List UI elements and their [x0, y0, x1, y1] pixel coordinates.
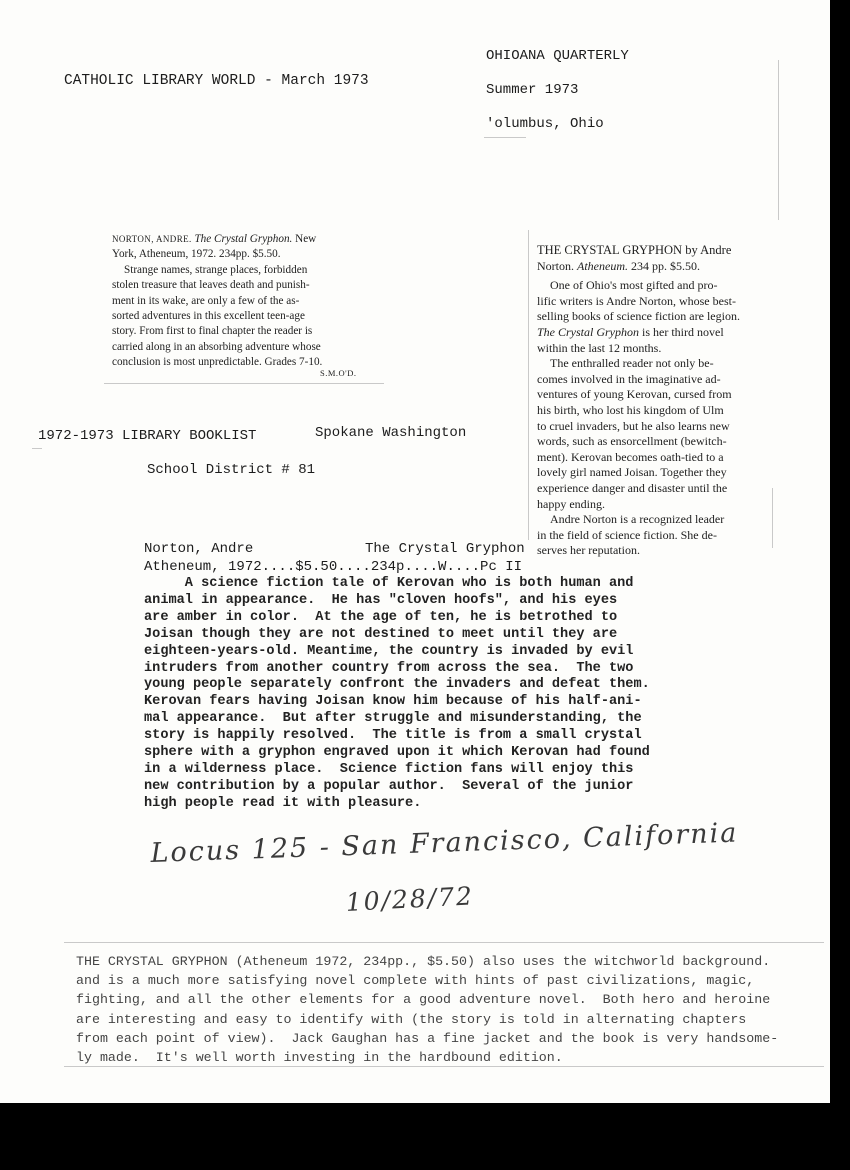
ohioana-line: within the last 12 months.	[537, 340, 662, 355]
ohioana-place: 'olumbus, Ohio	[486, 116, 604, 132]
ohioana-line: Norton. Atheneum. 234 pp. $5.50.	[537, 258, 700, 273]
catholic-line: ment in its wake, are only a few of the as-	[112, 294, 300, 307]
locus-review	[76, 952, 778, 1067]
clipping-edge	[104, 383, 384, 384]
ohioana-line: ment). Kerovan becomes oath-tied to a	[537, 449, 724, 464]
catholic-line: York, Atheneum, 1972. 234pp. $5.50.	[112, 248, 281, 261]
locus-line: and is a much more satisfying novel complete with hints of past civilizations, magic,	[76, 973, 755, 989]
ohioana-issue: Summer 1973	[486, 82, 579, 98]
ohioana-line: The Crystal Gryphon is her third novel	[537, 324, 724, 339]
booklist-details: Atheneum, 1972....$5.50....234p....W....Pc II	[144, 559, 523, 575]
ohioana-title: OHIOANA QUARTERLY	[486, 48, 629, 64]
booklist-review	[144, 576, 650, 813]
catholic-line: story. From first to final chapter the reader is	[112, 325, 313, 338]
clipping-edge	[32, 448, 42, 449]
ohioana-line: happy ending.	[537, 496, 605, 511]
ohioana-line: selling books of science fiction are legion.	[537, 309, 740, 324]
booklist-line: A science fiction tale of Kerovan who is both human and	[144, 576, 634, 591]
ohioana-line: his birth, who lost his kingdom of Ulm	[537, 402, 724, 417]
locus-line: THE CRYSTAL GRYPHON (Atheneum 1972, 234pp., $5.50) also uses the witchworld background.	[76, 954, 771, 969]
ohioana-review	[537, 243, 740, 559]
clipping-edge	[528, 230, 529, 540]
ohioana-line: to cruel invaders, but he also learns new	[537, 418, 730, 433]
booklist-author: Norton, Andre	[144, 541, 254, 557]
clipping-edge	[64, 1066, 824, 1067]
catholic-line: carried along in an absorbing adventure whose	[112, 340, 321, 353]
booklist-title: The Crystal Gryphon	[365, 541, 525, 557]
booklist-header-right: Spokane Washington	[315, 425, 467, 441]
booklist-line: high people read it with pleasure.	[144, 795, 422, 811]
clipping-edge	[778, 60, 779, 220]
booklist-line: Kerovan fears having Joisan know him because of his half-ani-	[144, 694, 642, 710]
ohioana-line: lific writers is Andre Norton, whose best-	[537, 293, 736, 308]
ohioana-line: experience danger and disaster until the	[537, 480, 728, 495]
booklist-line: intruders from another country from across the sea. The two	[144, 660, 634, 676]
locus-line: from each point of view). Jack Gaughan has a fine jacket and the book is very handsome-	[76, 1030, 779, 1046]
booklist-line: in a wilderness place. Science fiction fans will enjoy this	[144, 761, 634, 777]
booklist-line: story is happily resolved. The title is from a small crystal	[144, 728, 642, 744]
ohioana-line: Andre Norton is a recognized leader	[550, 512, 725, 527]
catholic-line: conclusion is most unpredictable. Grades 7-10.	[112, 356, 323, 369]
catholic-signature: S.M.O'D.	[320, 368, 357, 378]
catholic-line: sorted adventures in this excellent teen-age	[112, 310, 305, 323]
booklist-line: mal appearance. But after struggle and misunderstanding, the	[144, 711, 642, 727]
ohioana-line: in the field of science fiction. She de-	[537, 527, 717, 542]
booklist-header-left: 1972-1973 LIBRARY BOOKLIST	[38, 428, 257, 444]
booklist-line: sphere with a gryphon engraved upon it which Kerovan had found	[144, 745, 650, 761]
ohioana-line: serves her reputation.	[537, 543, 640, 558]
clipping-edge	[64, 942, 824, 943]
clipping-edge	[772, 488, 773, 548]
catholic-line: NORTON, ANDRE. The Crystal Gryphon. New	[112, 233, 317, 245]
ohioana-line: lovely girl named Joisan. Together they	[537, 465, 727, 480]
ohioana-line: One of Ohio's most gifted and pro-	[550, 278, 718, 293]
locus-line: ly made. It's well worth investing in the hardbound edition.	[76, 1050, 563, 1066]
booklist-line: eighteen-years-old. Meantime, the country is invaded by evil	[144, 643, 634, 659]
ohioana-line: THE CRYSTAL GRYPHON by Andre	[537, 243, 732, 257]
locus-line: are interesting and easy to identify with (the story is told in alternating chapters	[76, 1011, 747, 1027]
catholic-header: CATHOLIC LIBRARY WORLD - March 1973	[64, 73, 369, 89]
booklist-line: new contribution by a popular author. Several of the junior	[144, 778, 634, 794]
locus-line: fighting, and all the other elements for a good adventure novel. Both hero and heroine	[76, 992, 771, 1008]
ohioana-line: ventures of young Kerovan, cursed from	[537, 387, 732, 402]
ohioana-line: words, such as ensorcellment (bewitch-	[537, 434, 727, 449]
ohioana-line: The enthralled reader not only be-	[550, 356, 714, 371]
catholic-review	[112, 232, 322, 371]
booklist-line: Joisan though they are not destined to meet until they are	[144, 626, 618, 642]
clipping-edge	[484, 137, 526, 138]
handwritten-date: 10/28/72	[345, 881, 475, 917]
catholic-line: stolen treasure that leaves death and punish-	[112, 279, 310, 292]
booklist-line: young people separately confront the invaders and defeat them.	[144, 677, 650, 693]
booklist-line: are amber in color. At the age of ten, he is betrothed to	[144, 609, 618, 625]
ohioana-line: comes involved in the imaginative ad-	[537, 371, 721, 386]
catholic-line: Strange names, strange places, forbidden	[124, 263, 308, 276]
booklist-district: School District # 81	[147, 462, 316, 478]
handwritten-source: Locus 125 - San Francisco, California	[150, 817, 739, 869]
booklist-line: animal in appearance. He has "cloven hoofs", and his eyes	[144, 592, 618, 608]
